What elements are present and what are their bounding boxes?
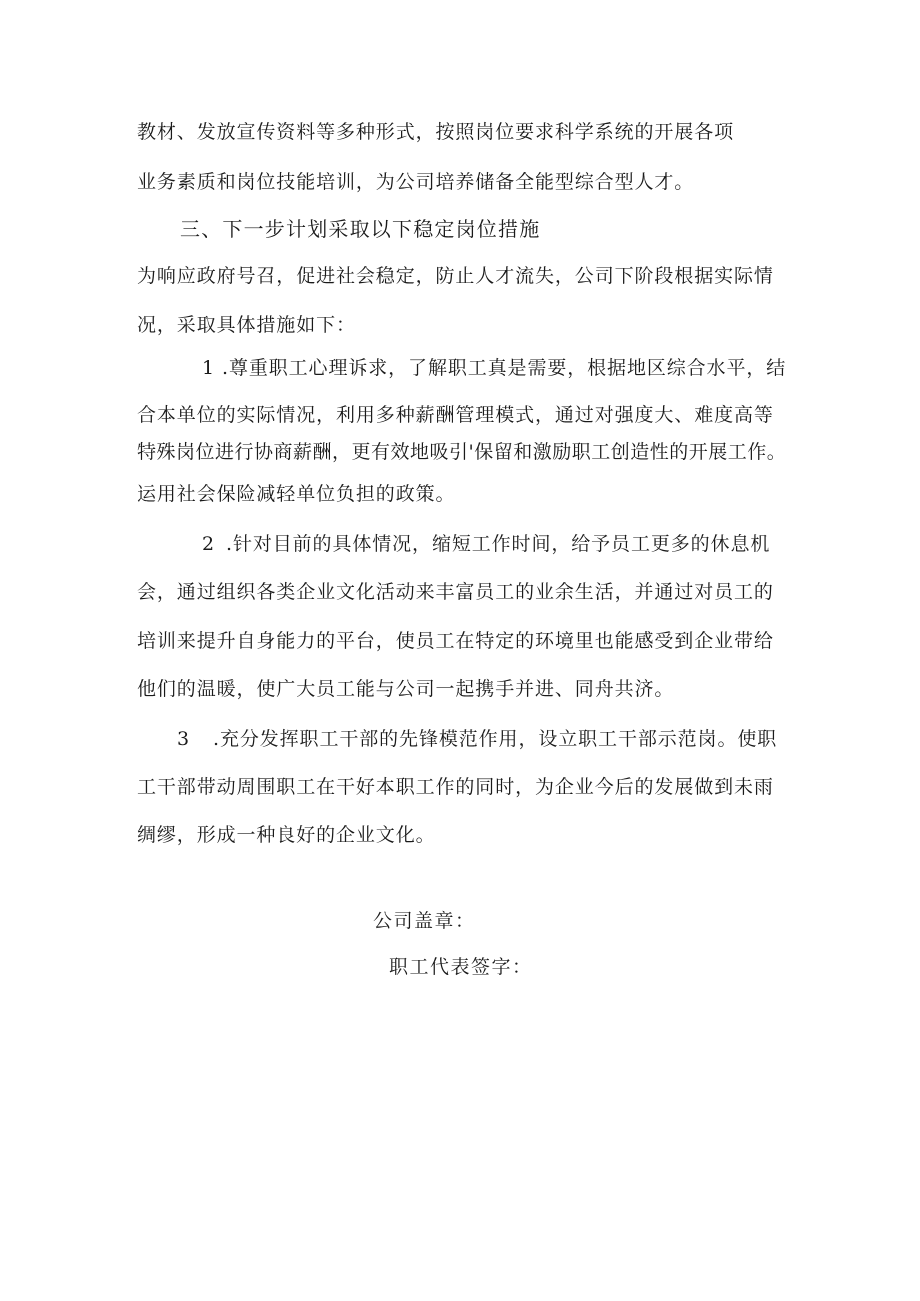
item-line: 他们的温暖，使广大员工能与公司一起携手并进、同舟共济。 (137, 678, 675, 700)
item-line: 运用社会保险减轻单位负担的政策。 (137, 483, 456, 505)
item-line: 培训来提升自身能力的平台，使员工在特定的环境里也能感受到企业带给 (137, 630, 774, 652)
item-number: 1 (202, 357, 215, 379)
item-line: .针对目前的具体情况，缩短工作时间，给予员工更多的休息机 (226, 533, 771, 555)
item-line: 会，通过组织各类企业文化活动来丰富员工的业余生活，并通过对员工的 (137, 581, 774, 603)
item-line: 工干部带动周围职工在干好本职工作的同时，为企业今后的发展做到未雨 (137, 776, 774, 798)
company-seal-label: 公司盖章： (373, 910, 476, 932)
intro-line: 业务素质和岗位技能培训，为公司培养储备全能型综合型人才。 (137, 171, 695, 193)
employee-representative-signature-label: 职工代表签字： (389, 956, 533, 978)
item-line: 合本单位的实际情况，利用多种薪酬管理模式，通过对强度大、难度高等 (137, 404, 774, 426)
section-heading: 三、下一步计划采取以下稳定岗位措施 (180, 217, 541, 241)
lead-line: 为响应政府号召，促进社会稳定，防止人才流失，公司下阶段根据实际情 (137, 265, 774, 287)
item-line: .尊重职工心理诉求，了解职工真是需要，根据地区综合水平，结 (222, 357, 787, 379)
item-line: 绸缪，形成一种良好的企业文化。 (137, 824, 436, 846)
item-number: 3 (177, 728, 190, 750)
item-line: .充分发挥职工干部的先锋模范作用，设立职工干部示范岗。使职 (213, 728, 778, 750)
intro-line: 教材、发放宣传资料等多种形式，按照岗位要求科学系统的开展各项 (137, 121, 735, 143)
item-line: 特殊岗位进行协商薪酬，更有效地吸引'保留和激励职工创造性的开展工作。 (137, 441, 787, 463)
lead-line: 况，采取具体措施如下： (137, 314, 356, 336)
item-number: 2 (202, 533, 215, 555)
